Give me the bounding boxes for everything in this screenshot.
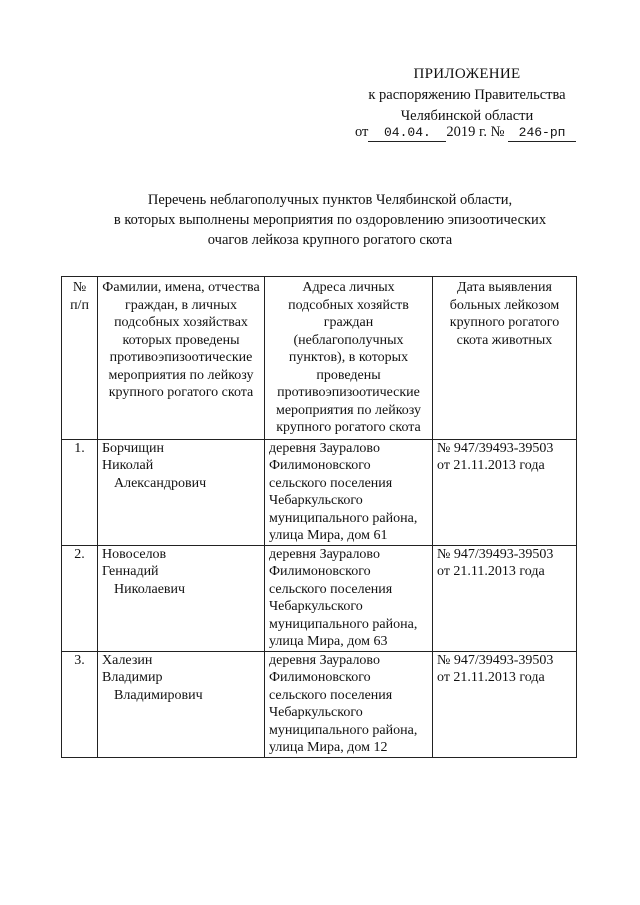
appendix-line-2: Челябинской области	[400, 108, 534, 124]
row-address: деревня Зауралово Филимоновского сельского поселения Чебаркульского муниципального района, улица Мира, дом 12	[265, 651, 433, 757]
registry-table	[61, 276, 577, 758]
document-title	[90, 190, 570, 250]
document-title-line-1: Перечень неблагополучных пунктов Челябинской области,	[147, 192, 513, 208]
row-patronymic: Владимирович	[114, 687, 203, 703]
row-surname: Новоселов	[102, 546, 167, 562]
row-doc-date: от 21.11.2013 года	[437, 670, 545, 685]
row-first-name: Геннадий	[102, 564, 159, 579]
table-row	[62, 651, 577, 757]
order-date-line	[355, 124, 576, 142]
header-name: Фамилии, имена, отчества граждан, в личных подсобных хозяйствах которых проведены противоэпизоотические мероприятия по лейкозу крупного рогатого скота	[98, 277, 265, 440]
document-title-line-3: очагов лейкоза крупного рогатого скота	[207, 232, 453, 248]
order-date-field: 04.04.	[368, 125, 446, 142]
header-num: № п/п	[62, 277, 98, 440]
row-num: 3.	[62, 651, 98, 757]
row-surname: Борчищин	[102, 440, 164, 456]
row-person	[98, 651, 265, 757]
order-number-field: 246-рп	[508, 125, 576, 142]
header-address: Адреса личных подсобных хозяйств граждан (неблагополучных пунктов), в которых проведены противоэпизоотические мероприятия по лейкозу крупного рогатого скота	[265, 277, 433, 440]
row-date	[433, 651, 577, 757]
row-doc-number: № 947/39493-39503	[437, 652, 554, 668]
row-first-name: Николай	[102, 458, 154, 473]
year-text: 2019 г. №	[446, 124, 505, 140]
row-date	[433, 545, 577, 651]
row-doc-date: от 21.11.2013 года	[437, 458, 545, 473]
table-row	[62, 439, 577, 545]
row-address: деревня Зауралово Филимоновского сельского поселения Чебаркульского муниципального района, улица Мира, дом 61	[265, 439, 433, 545]
table-header-row	[62, 277, 577, 440]
row-first-name: Владимир	[102, 670, 163, 685]
row-patronymic: Николаевич	[114, 581, 186, 597]
table-row	[62, 545, 577, 651]
row-num: 2.	[62, 545, 98, 651]
document-title-line-2: в которых выполнены мероприятия по оздоровлению эпизоотических	[113, 212, 547, 228]
row-address: деревня Зауралово Филимоновского сельского поселения Чебаркульского муниципального района, улица Мира, дом 63	[265, 545, 433, 651]
row-num: 1.	[62, 439, 98, 545]
row-doc-date: от 21.11.2013 года	[437, 564, 545, 579]
appendix-title: ПРИЛОЖЕНИЕ	[413, 66, 521, 82]
date-prefix: от	[355, 124, 369, 140]
row-doc-number: № 947/39493-39503	[437, 440, 554, 456]
appendix-header	[352, 64, 582, 127]
row-patronymic: Александрович	[114, 475, 207, 491]
row-person	[98, 545, 265, 651]
row-date	[433, 439, 577, 545]
row-surname: Халезин	[102, 652, 153, 668]
header-date: Дата выявления больных лейкозом крупного рогатого скота животных	[433, 277, 577, 440]
appendix-line-1: к распоряжению Правительства	[368, 87, 566, 103]
row-doc-number: № 947/39493-39503	[437, 546, 554, 562]
row-person	[98, 439, 265, 545]
